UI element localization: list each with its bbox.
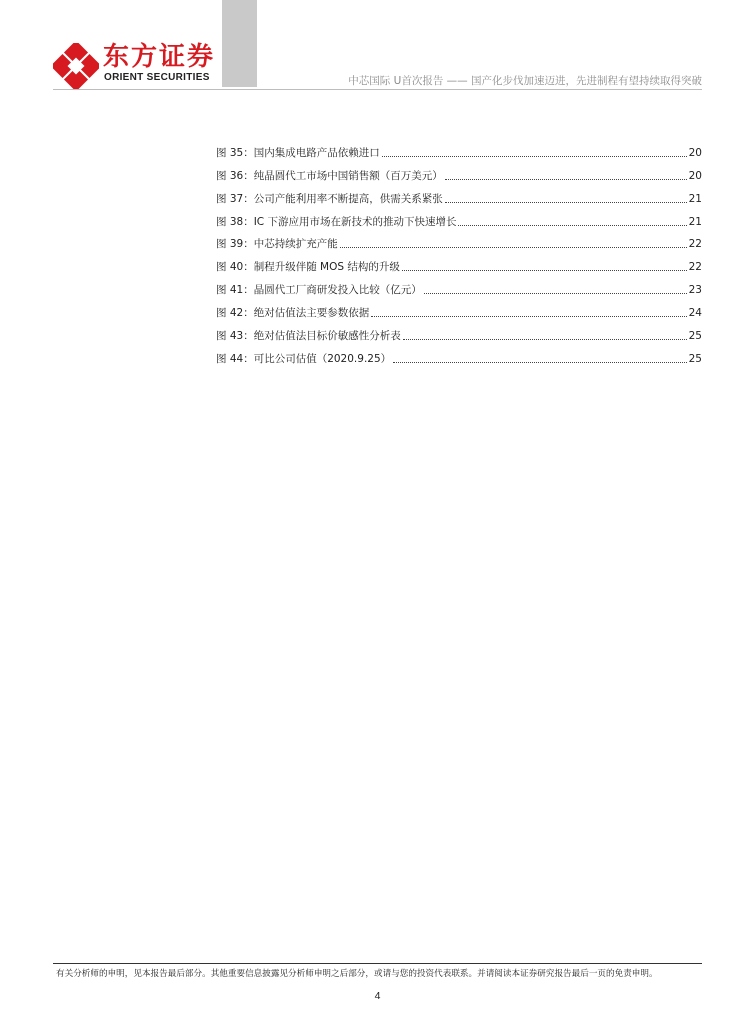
toc-leader [403, 338, 687, 340]
toc-entry[interactable] [216, 320, 702, 343]
toc-entry-page: 25 [688, 352, 702, 365]
toc-entry-label: 图 41：晶圆代工厂商研发投入比较（亿元） [216, 284, 422, 297]
toc-entry-page: 23 [688, 284, 702, 297]
toc-entry-page: 20 [688, 169, 702, 182]
toc-leader [458, 224, 686, 226]
header-divider [53, 89, 702, 90]
toc-entry[interactable] [216, 183, 702, 206]
toc-entry-label: 图 38：IC 下游应用市场在新技术的推动下快速增长 [216, 215, 457, 228]
toc-entry[interactable] [216, 274, 702, 297]
toc-entry[interactable] [216, 297, 702, 320]
toc-entry-label: 图 37：公司产能利用率不断提高，供需关系紧张 [216, 192, 443, 205]
figure-list [216, 137, 702, 366]
toc-entry[interactable] [216, 251, 702, 274]
toc-entry[interactable] [216, 160, 702, 183]
toc-entry-page: 25 [688, 330, 702, 343]
toc-entry[interactable] [216, 137, 702, 160]
toc-leader [424, 292, 687, 294]
toc-leader [371, 315, 686, 317]
toc-entry[interactable] [216, 206, 702, 229]
toc-entry-label: 图 35：国内集成电路产品依赖进口 [216, 146, 380, 159]
toc-entry-label: 图 39：中芯持续扩充产能 [216, 238, 338, 251]
toc-entry-label: 图 42：绝对估值法主要参数依据 [216, 307, 370, 320]
toc-entry[interactable] [216, 343, 702, 366]
toc-leader [393, 361, 686, 363]
toc-leader [445, 178, 687, 180]
footer-disclaimer: 有关分析师的申明，见本报告最后部分。其他重要信息披露见分析师申明之后部分，或请与您的投资代表联系。并请阅读本证券研究报告最后一页的免责申明。 [56, 969, 658, 979]
toc-entry-page: 20 [688, 146, 702, 159]
toc-leader [402, 269, 687, 271]
toc-entry-page: 22 [688, 238, 702, 251]
header-gray-tab [222, 0, 257, 87]
page-number: 4 [374, 990, 381, 1002]
toc-entry-page: 21 [688, 192, 702, 205]
toc-entry-label: 图 43：绝对估值法目标价敏感性分析表 [216, 330, 401, 343]
toc-entry-label: 图 36：纯晶圆代工市场中国销售额（百万美元） [216, 169, 443, 182]
toc-entry-page: 24 [688, 307, 702, 320]
brand-name-en: ORIENT SECURITIES [104, 72, 210, 83]
report-title: 中芯国际 U首次报告 —— 国产化步伐加速迈进，先进制程有望持续取得突破 [348, 75, 702, 87]
toc-entry-label: 图 44：可比公司估值（2020.9.25） [216, 352, 392, 365]
toc-entry[interactable] [216, 229, 702, 252]
toc-leader [382, 155, 687, 157]
brand-name-cn: 东方证券 [103, 42, 216, 72]
footer-divider [53, 963, 702, 964]
toc-entry-page: 22 [688, 261, 702, 274]
toc-leader [340, 246, 687, 248]
toc-entry-page: 21 [688, 215, 702, 228]
orient-securities-logo-icon [53, 43, 99, 89]
toc-entry-label: 图 40：制程升级伴随 MOS 结构的升级 [216, 261, 400, 274]
toc-leader [445, 201, 687, 203]
